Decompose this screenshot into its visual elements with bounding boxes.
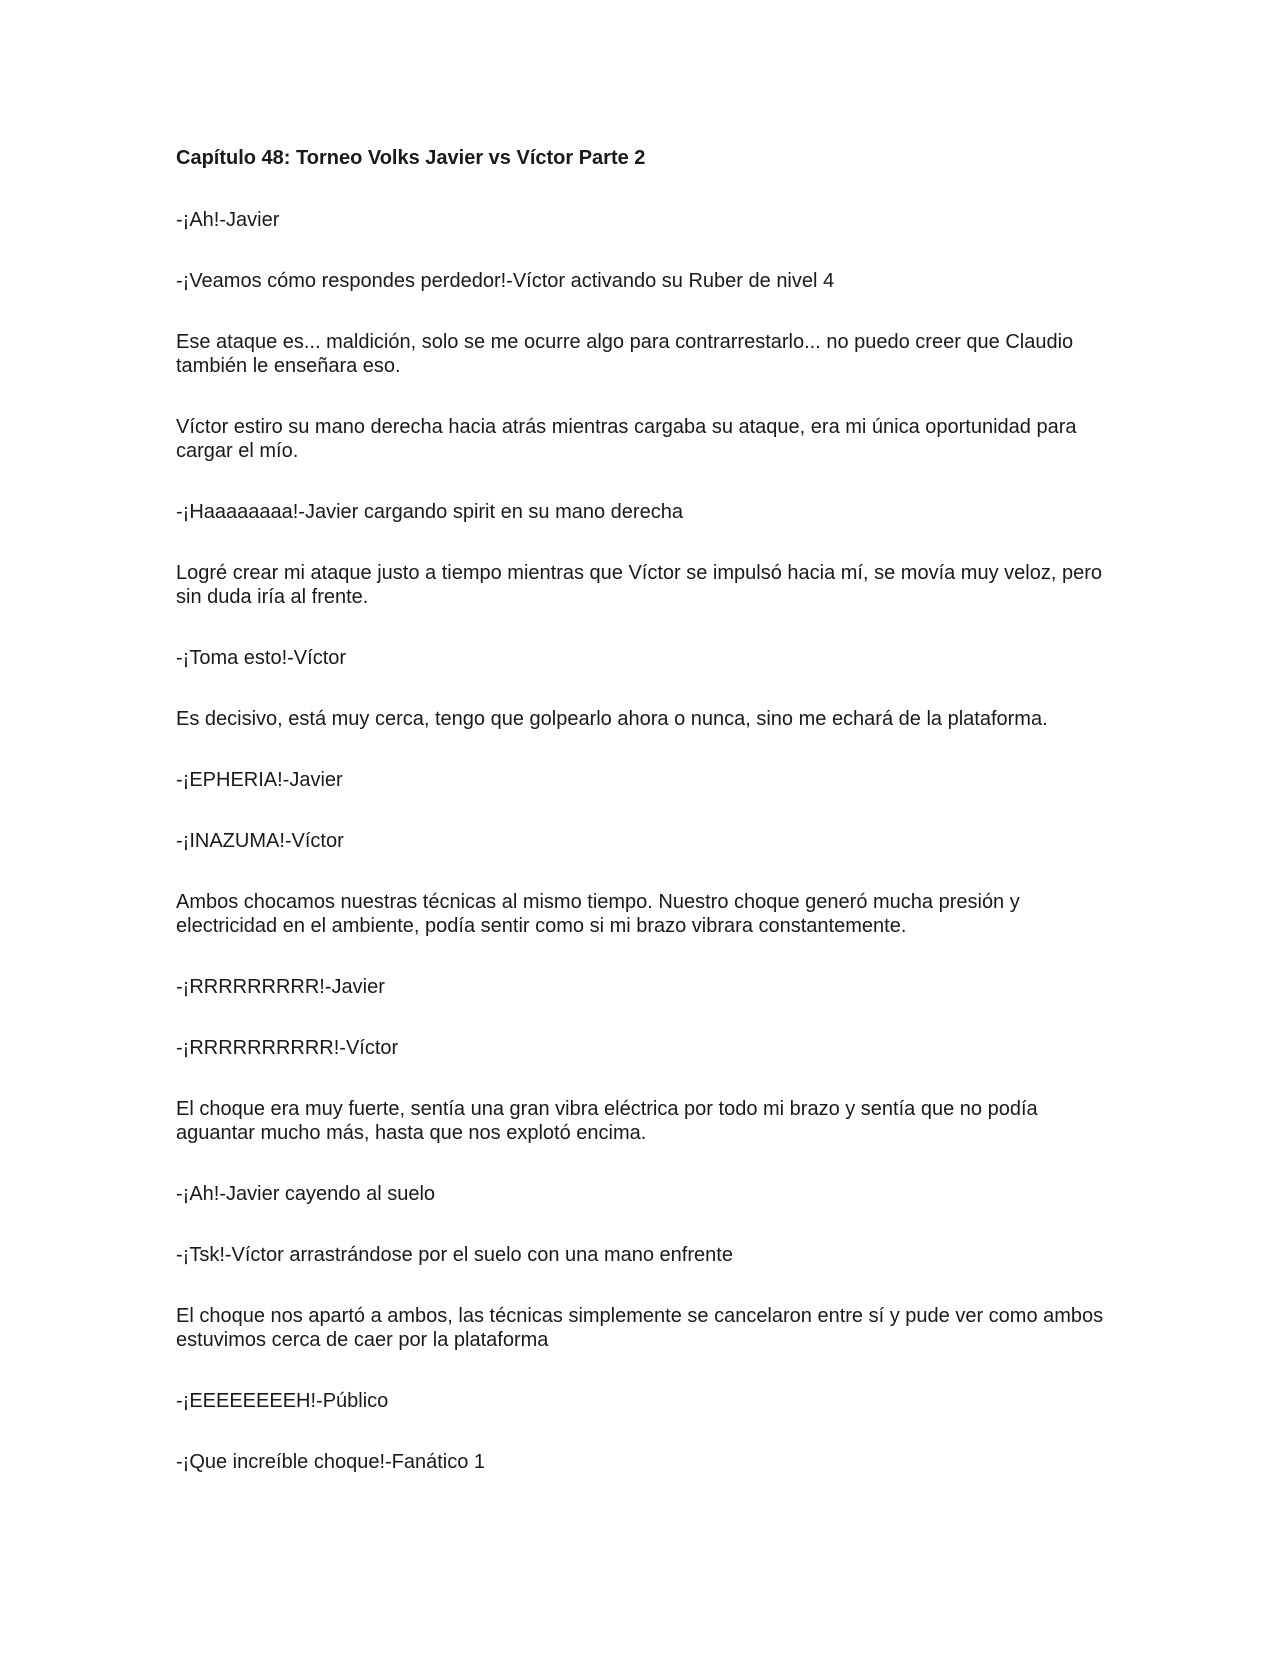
paragraph-17: El choque nos apartó a ambos, las técnicas simplemente se cancelaron entre sí y pude ver como ambos estuvimos cerca de caer por la plataforma: [176, 1305, 1104, 1351]
paragraph-14: El choque era muy fuerte, sentía una gran vibra eléctrica por todo mi brazo y sentía que no podía aguantar mucho más, hasta que nos explotó encima.: [176, 1098, 1038, 1144]
paragraph-16: -¡Tsk!-Víctor arrastrándose por el suelo con una mano enfrente: [176, 1244, 733, 1266]
paragraph-12: -¡RRRRRRRRR!-Javier: [176, 976, 385, 998]
paragraph-6: Logré crear mi ataque justo a tiempo mientras que Víctor se impulsó hacia mí, se movía muy veloz, pero sin duda iría al frente.: [176, 562, 1102, 608]
paragraph-19: -¡Que increíble choque!-Fanático 1: [176, 1451, 486, 1473]
paragraph-15: -¡Ah!-Javier cayendo al suelo: [176, 1183, 436, 1205]
paragraph-3: Ese ataque es... maldición, solo se me ocurre algo para contrarrestarlo... no puedo creer que Claudio también le enseñara eso.: [176, 331, 1074, 377]
paragraph-10: -¡INAZUMA!-Víctor: [176, 830, 344, 852]
paragraph-13: -¡RRRRRRRRRR!-Víctor: [176, 1037, 399, 1059]
paragraph-1: -¡Ah!-Javier: [176, 209, 280, 231]
paragraph-8: Es decisivo, está muy cerca, tengo que golpearlo ahora o nunca, sino me echará de la plataforma.: [176, 708, 1048, 730]
paragraph-4: Víctor estiro su mano derecha hacia atrás mientras cargaba su ataque, era mi única oportunidad para cargar el mío.: [176, 416, 1077, 462]
document-body: [176, 146, 1116, 1511]
paragraph-11: Ambos chocamos nuestras técnicas al mismo tiempo. Nuestro choque generó mucha presión y electricidad en el ambiente, podía sentir como si mi brazo vibrara constantemente.: [176, 891, 1020, 937]
paragraph-9: -¡EPHERIA!-Javier: [176, 769, 343, 791]
paragraph-18: -¡EEEEEEEEH!-Público: [176, 1390, 389, 1412]
paragraph-5: -¡Haaaaaaaa!-Javier cargando spirit en su mano derecha: [176, 501, 683, 523]
paragraph-7: -¡Toma esto!-Víctor: [176, 647, 347, 669]
chapter-title: Capítulo 48: Torneo Volks Javier vs Víctor Parte 2: [176, 147, 646, 169]
paragraph-2: -¡Veamos cómo respondes perdedor!-Víctor activando su Ruber de nivel 4: [176, 270, 835, 292]
